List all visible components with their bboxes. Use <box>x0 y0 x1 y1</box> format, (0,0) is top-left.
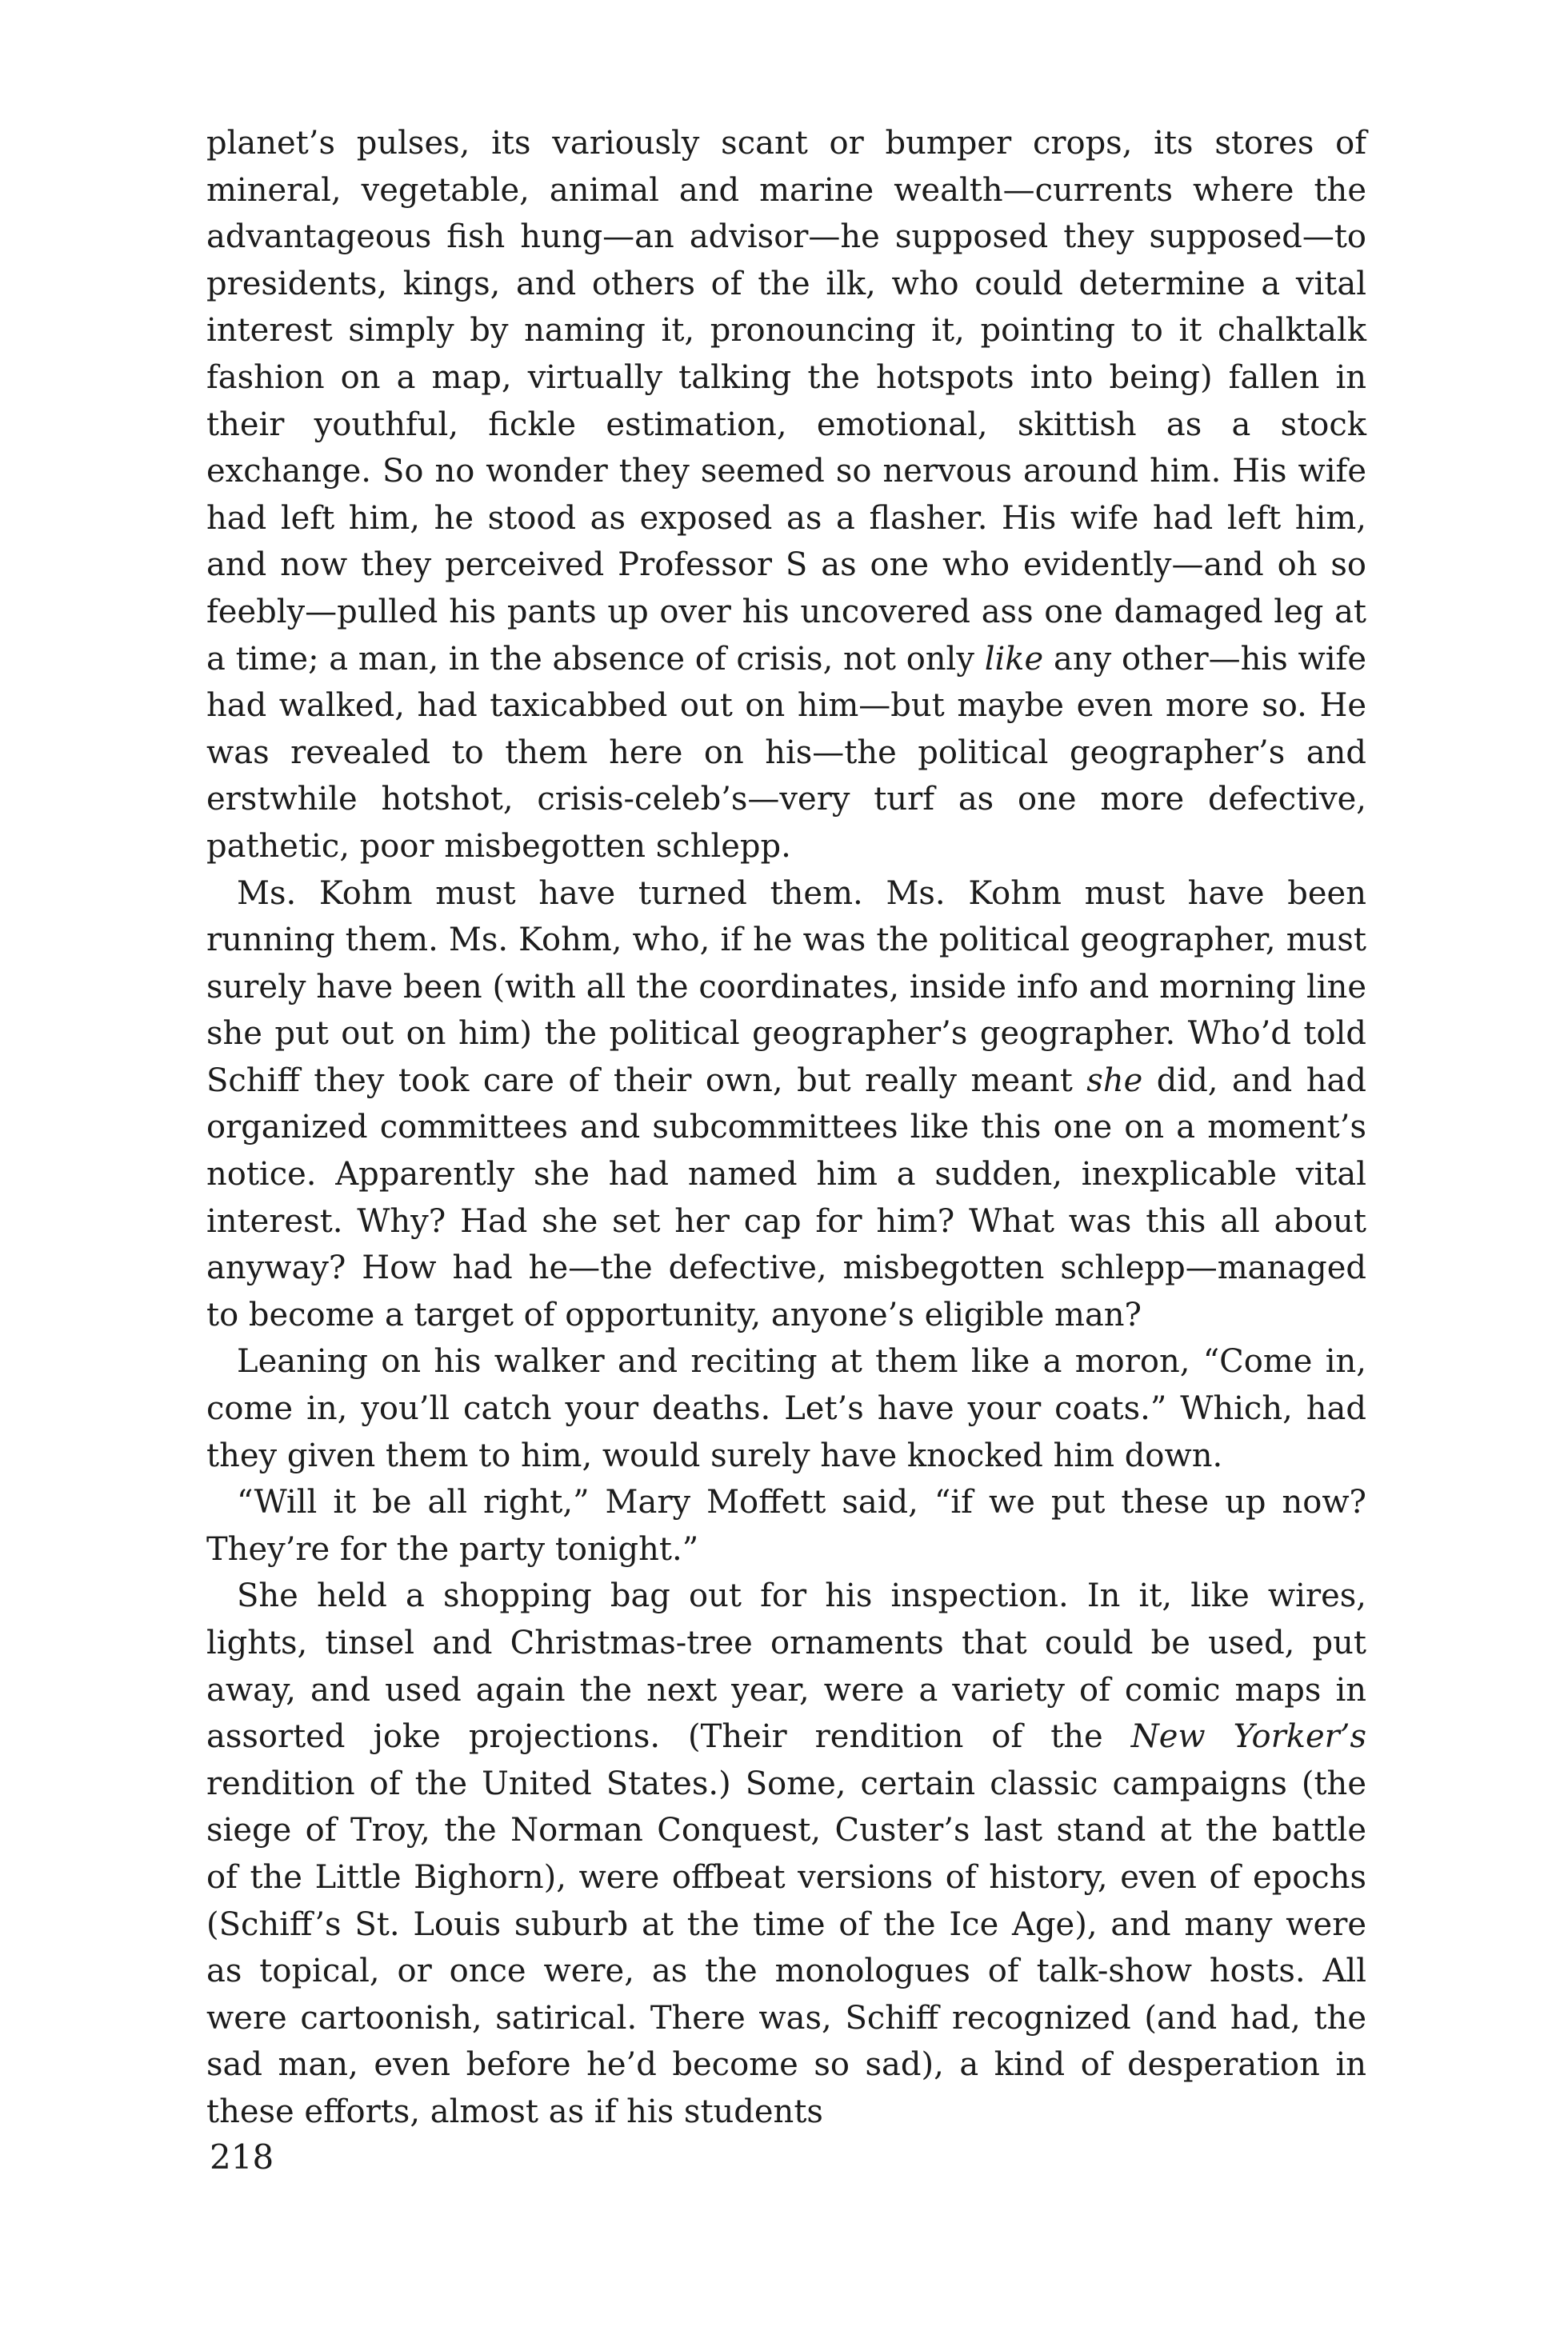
paragraph-2-italic-she: she <box>1086 1062 1143 1099</box>
paragraph-1-text-1: planet’s pulses, its variously scant or bumper crops, its stores of mineral, vegetable, animal and marine wealth—currents where the advantageous fish hung—an advisor—he supposed they supposed—to presidents, kings, and others of the ilk, who could determine a vital interest simply by naming it, pronouncing it, pointing to it chalktalk fashion on a map, virtually talking the hotspots into being) fallen in their youthful, fickle estimation, emotional, skittish as a stock exchange. So no wonder they seemed so nervous around him. His wife had left him, he stood as exposed as a flasher. His wife had left him, and now they perceived Professor S as one who evidently—and oh so feebly—pulled his pants up over his uncovered ass one damaged leg at a time; a man, in the absence of crisis, not only <box>206 125 1366 678</box>
paragraph-1-text-2: any other—his wife had walked, had taxicabbed out on him—but maybe even more so. He was revealed to them here on his—the political geographer’s and erstwhile hotshot, crisis-celeb’s—very turf as one more defective, pathetic, poor misbegotten schlepp. <box>206 640 1367 865</box>
page-number: 218 <box>210 2137 274 2177</box>
paragraph-2-text-1: Ms. Kohm must have turned them. Ms. Kohm must have been running them. Ms. Kohm, who, if he was the political geographer, must surely have been (with all the coordinates, inside info and morning line she put out on him) the political geographer’s geographer. Who’d told Schiff they took care of their own, but really meant <box>206 874 1366 1099</box>
page-body <box>206 120 1366 2136</box>
paragraph-3 <box>206 1338 1366 1479</box>
paragraph-4-text-1: “Will it be all right,” Mary Moffett said, “if we put these up now? They’re for the party tonight.” <box>206 1484 1366 1568</box>
paragraph-3-text-1: Leaning on his walker and reciting at them like a moron, “Come in, come in, you’ll catch your deaths. Let’s have your coats.” Which, had they given them to him, would surely have knocked him down. <box>206 1343 1366 1474</box>
paragraph-2 <box>206 870 1366 1339</box>
paragraph-4 <box>206 1479 1366 1573</box>
paragraph-5-text-1: She held a shopping bag out for his inspection. In it, like wires, lights, tinsel and Christmas-tree ornaments that could be used, put away, and used again the next year, were a variety of comic maps in assorted joke projections. (Their rendition of the <box>206 1577 1366 1756</box>
paragraph-1-italic-like: like <box>984 640 1044 678</box>
paragraph-2-text-2: did, and had organized committees and subcommittees like this one on a moment’s notice. Apparently she had named him a sudden, inexplicable vital interest. Why? Had she set her cap for him? What was this all about anyway? How had he—the defective, misbegotten schlepp—managed to become a target of opportunity, anyone’s eligible man? <box>206 1062 1366 1333</box>
paragraph-1 <box>206 120 1366 870</box>
paragraph-5 <box>206 1573 1366 2135</box>
paragraph-5-italic-new-yorkers: New Yorker’s <box>1130 1718 1366 1756</box>
paragraph-5-text-2: rendition of the United States.) Some, certain classic campaigns (the siege of Troy, the Norman Conquest, Custer’s last stand at the battle of the Little Bighorn), were offbeat versions of history, even of epochs (Schiff’s St. Louis suburb at the time of the Ice Age), and many were as topical, or once were, as the monologues of talk-show hosts. All were cartoonish, satirical. There was, Schiff recognized (and had, the sad man, even before he’d become so sad), a kind of desperation in these efforts, almost as if his students <box>206 1765 1366 2130</box>
